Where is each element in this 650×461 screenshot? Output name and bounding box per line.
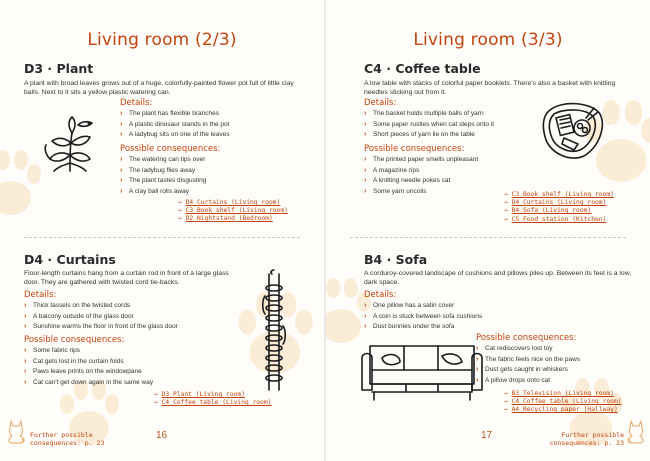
cross-reference-list — [178, 199, 288, 224]
list-item: › A plastic dinosaur stands in the pot — [120, 120, 310, 131]
section-description: Floor-length curtains hang from a curtain rod in front of a large glass door. They are gathered with twisted cord tie-backs. — [24, 270, 229, 286]
consequences-list — [476, 344, 636, 386]
arrow-bullet-icon: › — [476, 345, 479, 352]
arrow-bullet-icon: › — [24, 378, 27, 386]
cross-reference-link[interactable]: → D2 Nightstand (Bedroom) — [178, 215, 273, 223]
list-item: › The plant tastes disgusting — [120, 176, 310, 187]
section-description: A corduroy-covered landscape of cushions and pillows piles up. Between its feet is a low, dark space. — [364, 270, 632, 286]
details-label: Details: — [120, 98, 153, 108]
section-heading-coffee-table: C4 · Coffee table — [364, 61, 481, 76]
list-item: › One pillow has a satin cover — [364, 301, 564, 312]
arrow-bullet-icon: › — [364, 187, 367, 195]
arrow-bullet-icon: › — [120, 156, 123, 163]
list-item: › Thick tassels on the twisted cords — [24, 301, 244, 312]
consequences-label: Possible consequences: — [364, 144, 465, 154]
arrow-bullet-icon: › — [364, 156, 367, 163]
arrow-bullet-icon: › — [24, 302, 27, 309]
list-item: › Cat can't get down again in the same way — [24, 378, 244, 389]
list-item: › A magazine rips — [364, 166, 554, 177]
section-divider — [350, 237, 626, 238]
list-item: › The basket holds multiple balls of yarn — [364, 109, 554, 120]
section-description: A low table with stacks of colorful paper booklets. There's also a basket with knitting needles sticking out from it. — [364, 80, 616, 96]
section-heading-plant: D3 · Plant — [24, 61, 94, 76]
arrow-bullet-icon: › — [364, 131, 367, 138]
list-item: › The plant has flexible branches — [120, 109, 310, 120]
cross-reference-link[interactable]: → B3 Television (Living room) — [504, 390, 614, 397]
list-item: › Some paper rustles when cat steps onto it — [364, 120, 554, 131]
details-list — [364, 109, 554, 141]
details-list — [364, 301, 564, 333]
arrow-bullet-icon: › — [120, 187, 123, 195]
list-item: › Paws leave prints on the windowpane — [24, 367, 244, 378]
arrow-bullet-icon: › — [24, 347, 27, 354]
list-item: › A knitting needle pokes cat — [364, 176, 554, 187]
details-list — [24, 301, 244, 333]
arrow-bullet-icon: › — [24, 312, 27, 320]
consequences-label: Possible consequences: — [24, 335, 125, 345]
consequences-list — [24, 346, 244, 388]
list-item: › The ladybug flies away — [120, 166, 310, 177]
cross-reference-link[interactable]: → C5 Food station (Kitchen) — [504, 215, 607, 223]
further-consequences-note: Further possible consequences: p. 23 — [30, 431, 105, 447]
arrow-bullet-icon: › — [120, 166, 123, 174]
list-item: › The printed paper smells unpleasant — [364, 155, 554, 166]
consequences-label: Possible consequences: — [120, 144, 221, 154]
further-consequences-note: Further possible consequences: p. 23 — [549, 431, 624, 447]
cross-reference-list — [504, 390, 622, 415]
list-item: › A clay ball rolls away — [120, 187, 310, 198]
details-label: Details: — [364, 98, 397, 108]
page-title: Living room (2/3) — [87, 30, 237, 50]
arrow-bullet-icon: › — [364, 302, 367, 309]
sitting-cat-icon — [626, 418, 646, 444]
list-item: › Dust bunnies under the sofa — [364, 322, 564, 333]
cross-reference-link[interactable]: → C4 Coffee table (Living room) — [154, 399, 272, 407]
cross-reference-link[interactable]: → D4 Curtains (Living room) — [178, 199, 281, 206]
arrow-bullet-icon: › — [120, 131, 123, 138]
arrow-bullet-icon: › — [476, 366, 479, 373]
list-item: › Some fabric rips — [24, 346, 244, 357]
list-item: › A pillow drops onto cat — [476, 376, 636, 387]
arrow-bullet-icon: › — [120, 120, 123, 128]
list-item: › The watering can tips over — [120, 155, 310, 166]
coffee-table-illustration — [540, 98, 606, 162]
cross-reference-link[interactable]: → D4 Curtains (Living room) — [504, 199, 607, 207]
left-page — [0, 0, 324, 461]
cross-reference-list — [504, 191, 614, 224]
arrow-bullet-icon: › — [476, 376, 479, 384]
cross-reference-link[interactable]: → C3 Book shelf (Living room) — [504, 191, 614, 198]
cross-reference-link[interactable]: → C3 Book shelf (Living room) — [178, 207, 288, 215]
section-divider — [24, 237, 300, 238]
arrow-bullet-icon: › — [364, 120, 367, 128]
arrow-bullet-icon: › — [24, 357, 27, 365]
arrow-bullet-icon: › — [120, 110, 123, 117]
sitting-cat-icon — [6, 418, 26, 444]
arrow-bullet-icon: › — [120, 177, 123, 184]
arrow-bullet-icon: › — [476, 355, 479, 363]
details-label: Details: — [364, 290, 397, 300]
arrow-bullet-icon: › — [364, 312, 367, 320]
section-description: A plant with broad leaves grows out of a huge, colorfully-painted flower pot full of little clay balls. Next to it sits a yellow plastic watering can. — [24, 80, 294, 96]
page-number: 16 — [156, 430, 168, 441]
arrow-bullet-icon: › — [364, 110, 367, 117]
details-list — [120, 109, 310, 141]
page-number: 17 — [481, 430, 493, 441]
cross-reference-link[interactable]: → B4 Sofa (Living room) — [504, 207, 592, 215]
sofa-illustration — [360, 340, 484, 406]
list-item: › Cat gets lost in the curtain folds — [24, 357, 244, 368]
list-item: › Short pieces of yarn lie on the table — [364, 130, 554, 141]
cross-reference-link[interactable]: → A4 Recycling paper (Hallway) — [504, 406, 618, 414]
curtain-illustration — [261, 266, 287, 396]
list-item: › A ladybug sits on one of the leaves — [120, 130, 310, 141]
section-heading-sofa: B4 · Sofa — [364, 252, 428, 267]
arrow-bullet-icon: › — [24, 368, 27, 375]
cross-reference-link[interactable]: → C4 Coffee table (Living room) — [504, 398, 622, 406]
list-item: › Sunshine warms the floor in front of the glass door — [24, 322, 244, 333]
details-label: Details: — [24, 290, 57, 300]
cross-reference-link[interactable]: → D3 Plant (Living room) — [154, 391, 245, 398]
plant-illustration — [34, 115, 106, 175]
list-item: › A coin is stuck between sofa cushions — [364, 312, 564, 323]
arrow-bullet-icon: › — [364, 177, 367, 184]
arrow-bullet-icon: › — [364, 323, 367, 330]
page-title: Living room (3/3) — [413, 30, 563, 50]
arrow-bullet-icon: › — [24, 323, 27, 330]
list-item: › The fabric feels nice on the paws — [476, 355, 636, 366]
right-page — [326, 0, 650, 461]
consequences-list — [120, 155, 310, 197]
consequences-label: Possible consequences: — [476, 333, 577, 343]
section-heading-curtains: D4 · Curtains — [24, 252, 116, 267]
list-item: › Cat rediscovers lost toy — [476, 344, 636, 355]
list-item: › Dust gets caught in whiskers — [476, 365, 636, 376]
arrow-bullet-icon: › — [364, 166, 367, 174]
cross-reference-list — [154, 391, 272, 407]
list-item: › Some yarn uncoils — [364, 187, 554, 198]
list-item: › A balcony outside of the glass door — [24, 312, 244, 323]
